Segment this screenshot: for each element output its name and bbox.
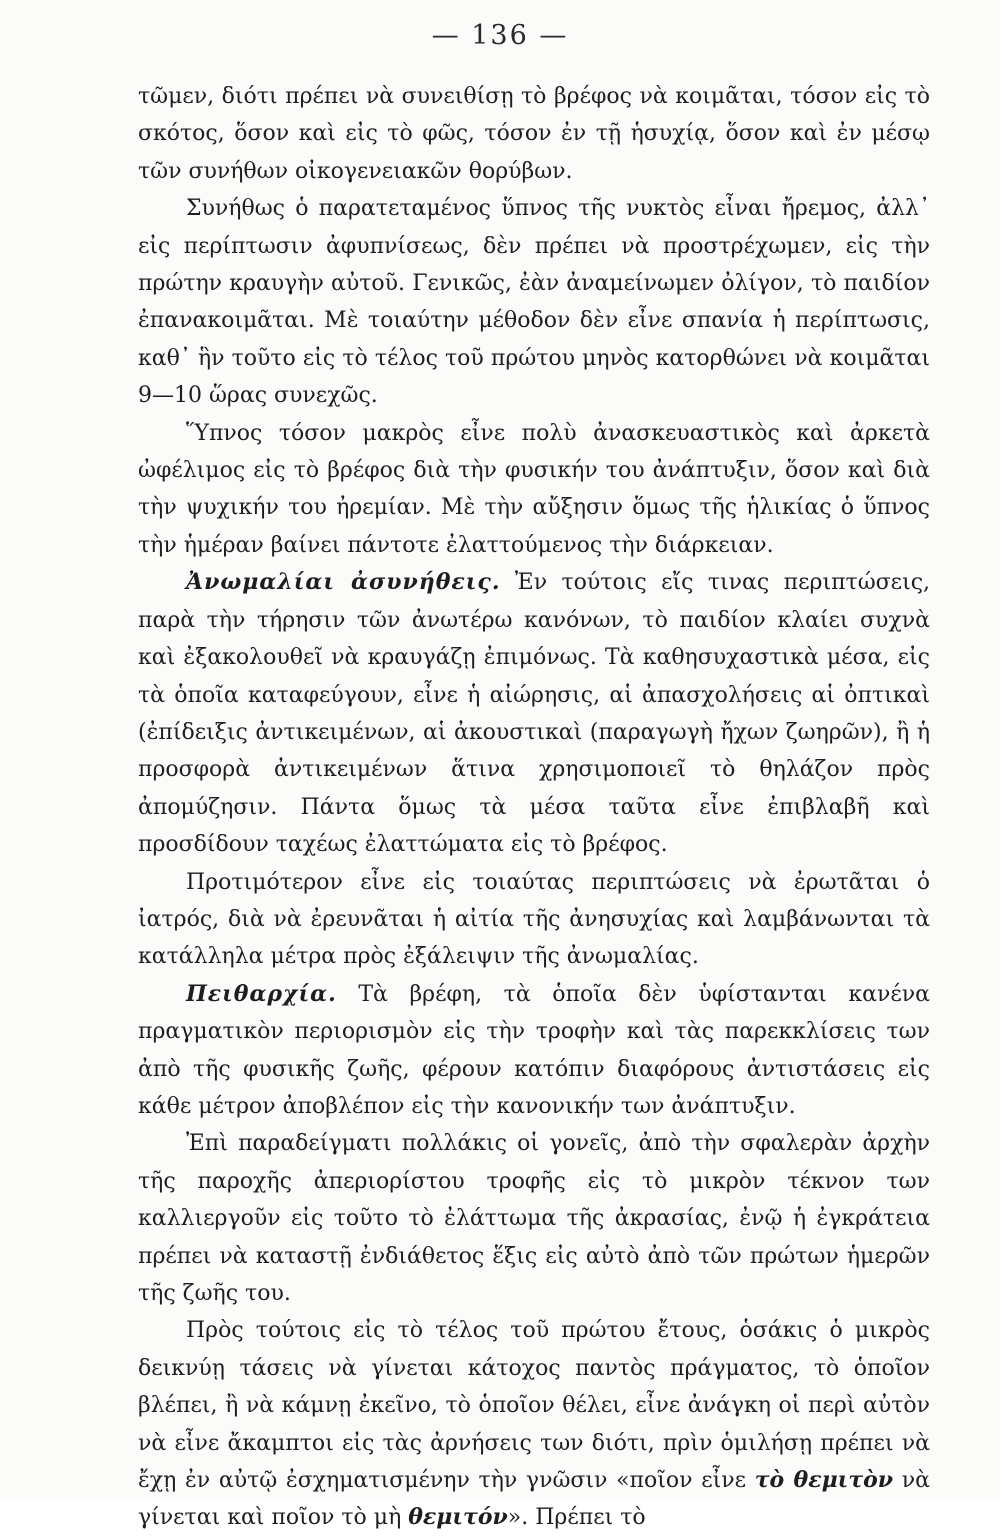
paragraph-6	[138, 976, 930, 1126]
paragraph-8	[138, 1312, 930, 1536]
paragraph-2-text: Συνήθως ὁ παρατεταμένος ὕπνος τῆς νυκτὸς εἶναι ἤρεμος, ἀλλ᾽ εἰς περίπτωσιν ἀφυπνίσεως, δὲν πρέπει νὰ προστρέχωμεν, εἰς τὴν πρώτην κραυγὴν αὐτοῦ. Γενικῶς, ἐὰν ἀναμείνωμεν ὀλίγον, τὸ παιδίον ἐπανακοιμᾶται. Μὲ τοιαύτην μέθοδον δὲν εἶνε σπανία ἡ περίπτωσις, καθ᾽ ἣν τοῦτο εἰς τὸ τέλος τοῦ πρώτου μηνὸς κατορθώνει νὰ κοιμᾶται 9—10 ὥρας συνεχῶς.	[138, 196, 930, 409]
paragraph-4-text: Ἐν τούτοις εἴς τινας περιπτώσεις, παρὰ τὴν τήρησιν τῶν ἀνωτέρω κανόνων, τὸ παιδίον κλαίει συχνὰ καὶ ἐξακολουθεῖ νὰ κραυγάζῃ ἐπιμόνως. Τὰ καθησυχαστικὰ μέσα, εἰς τὰ ὁποῖα καταφεύγουν, εἶνε ἡ αἰώρησις, αἱ ἀπασχολήσεις αἱ ὀπτικαὶ (ἐπίδειξις ἀντικειμένων, αἱ ἀκουστικαὶ (παραγωγὴ ἤχων ζωηρῶν), ἢ ἡ προσφορὰ ἀντικειμένων ἅτινα χρησιμοποιεῖ τὸ θηλάζον πρὸς ἀπομύζησιν. Πάντα ὅμως τὰ μέσα ταῦτα εἶνε ἐπιβλαβῆ καὶ προσδίδουν ταχέως ἐλαττώματα εἰς τὸ βρέφος.	[138, 570, 931, 858]
paragraph-5	[138, 864, 930, 976]
section-heading-anomalies: Ἀνωμαλίαι ἀσυνήθεις.	[186, 569, 501, 596]
emphasis-themiton-2: θεμιτόν	[408, 1504, 508, 1531]
paragraph-1	[138, 78, 930, 190]
body-text	[138, 78, 930, 1537]
paragraph-6-text: Τὰ βρέφη, τὰ ὁποῖα δὲν ὑφίστανται κανένα πραγματικὸν περιορισμὸν εἰς τὴν τροφὴν καὶ τὰς παρεκκλίσεις των ἀπὸ τῆς φυσικῆς ζωῆς, φέρουν κατόπιν διαφόρους ἀντιστάσεις εἰς κάθε μέτρον ἀποβλέπον εἰς τὴν κανονικήν των ἀνάπτυξιν.	[138, 981, 930, 1119]
paragraph-1-text: τῶμεν, διότι πρέπει νὰ συνειθίσῃ τὸ βρέφος νὰ κοιμᾶται, τόσον εἰς τὸ σκότος, ὅσον καὶ εἰς τὸ φῶς, τόσον ἐν τῇ ἡσυχίᾳ, ὅσον καὶ ἐν μέσῳ τῶν συνήθων οἰκογενειακῶν θορύβων.	[138, 84, 930, 184]
section-heading-discipline: Πειθαρχία.	[186, 980, 337, 1007]
emphasis-themiton: τὸ θεμιτὸν	[754, 1467, 894, 1494]
paragraph-4	[138, 564, 930, 863]
paragraph-8-end: ». Πρέπει τὸ	[507, 1505, 646, 1531]
paragraph-5-text: Προτιμότερον εἶνε εἰς τοιαύτας περιπτώσεις νὰ ἐρωτᾶται ὁ ἰατρός, διὰ νὰ ἐρευνᾶται ἡ αἰτία τῆς ἀνησυχίας καὶ λαμβάνωνται τὰ κατάλληλα μέτρα πρὸς ἐξάλειψιν τῆς ἀνωμαλίας.	[138, 869, 930, 970]
paragraph-3-text: Ὕπνος τόσον μακρὸς εἶνε πολὺ ἀνασκευαστικὸς καὶ ἀρκετὰ ὠφέλιμος εἰς τὸ βρέφος διὰ τὴν φυσικήν του ἀνάπτυξιν, ὅσον καὶ διὰ τὴν ψυχικήν του ἠρεμίαν. Μὲ τὴν αὔξησιν ὅμως τῆς ἡλικίας ὁ ὕπνος τὴν ἡμέραν βαίνει πάντοτε ἐλαττούμενος τὴν διάρκειαν.	[138, 420, 930, 558]
paragraph-7	[138, 1125, 930, 1312]
paragraph-7-text: Ἐπὶ παραδείγματι πολλάκις οἱ γονεῖς, ἀπὸ τὴν σφαλερὰν ἀρχὴν τῆς παροχῆς ἀπεριορίστου τροφῆς εἰς τὸ μικρὸν τέκνον των καλλιεργοῦν εἰς τοῦτο τὸ ἐλάττωμα τῆς ἀκρασίας, ἐνῷ ἡ ἐγκράτεια πρέπει νὰ καταστῇ ἐνδιάθετος ἕξις εἰς αὐτὸ ἀπὸ τῶν πρώτων ἡμερῶν τῆς ζωῆς του.	[138, 1131, 930, 1306]
paragraph-2	[138, 190, 930, 414]
paragraph-8-mid: νὰ γίνεται καὶ ποῖον τὸ μὴ	[138, 1468, 930, 1531]
page-number: — 136 —	[431, 20, 569, 51]
paragraph-8-text: Πρὸς τούτοις εἰς τὸ τέλος τοῦ πρώτου ἔτους, ὁσάκις ὁ μικρὸς δεικνύῃ τάσεις νὰ γίνεται κάτοχος παντὸς πράγματος, τὸ ὁποῖον βλέπει, ἢ νὰ κάμνῃ ἐκεῖνο, τὸ ὁποῖον θέλει, εἶνε ἀνάγκη οἱ περὶ αὐτὸν νὰ εἶνε ἄκαμπτοι εἰς τὰς ἀρνήσεις των διότι, πρὶν ὁμιλήσῃ πρέπει νὰ ἔχῃ ἐν αὐτῷ ἐσχηματισμένην τὴν γνῶσιν «ποῖον εἶνε	[138, 1318, 930, 1494]
paragraph-3	[138, 415, 930, 565]
